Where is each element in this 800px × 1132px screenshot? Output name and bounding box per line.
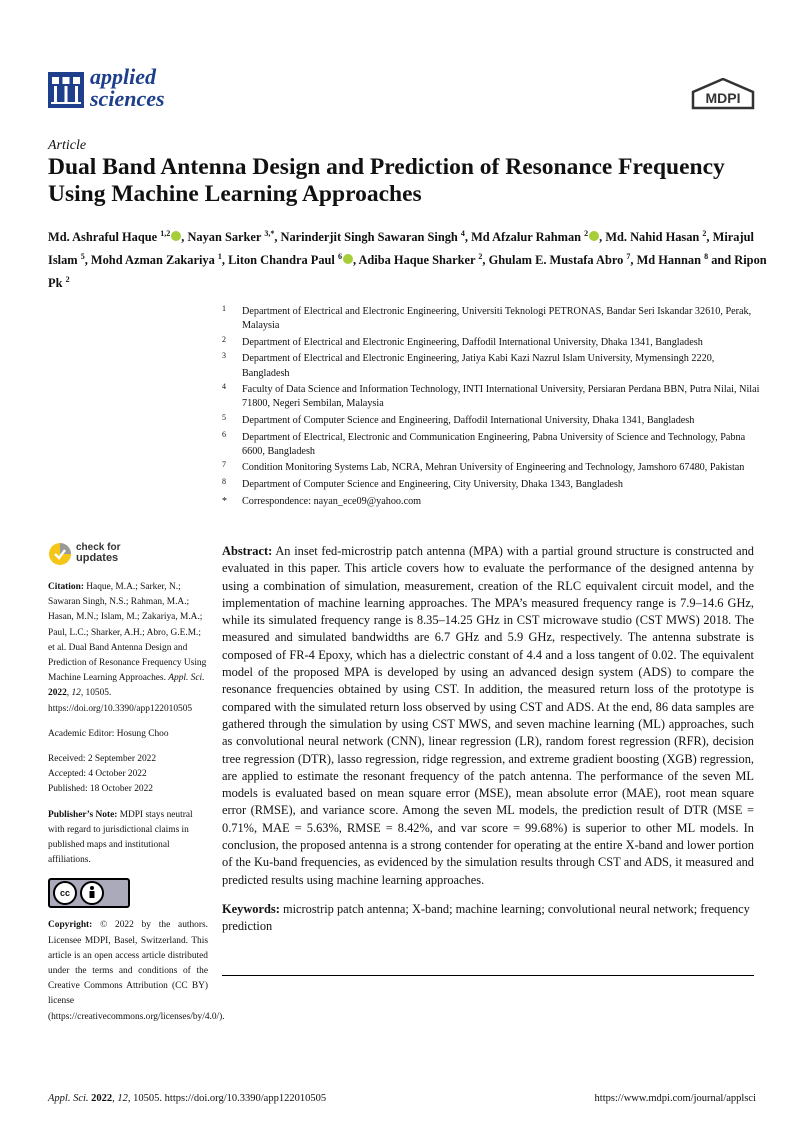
author-separator: and: [708, 253, 735, 268]
copyright-label: Copyright:: [48, 920, 93, 931]
affiliation-item: [222, 431, 762, 459]
affiliation-item: [222, 414, 762, 428]
author-separator: ,: [599, 230, 606, 245]
main-content: [222, 543, 754, 948]
affiliation-text: Department of Computer Science and Engineering, Daffodil International University, Dhaka 1341, Bangladesh: [242, 414, 695, 426]
affiliation-number: 3: [222, 351, 226, 361]
attribution-icon: [80, 881, 104, 905]
publisher-logo: [690, 78, 756, 110]
author-name[interactable]: Ripon Pk $^2$: [48, 253, 767, 291]
footer-journal-url[interactable]: https://www.mdpi.com/journal/applsci: [594, 1093, 756, 1104]
orcid-icon[interactable]: [343, 254, 353, 264]
affiliation-number: 2: [222, 334, 226, 344]
affiliation-text: Department of Electrical and Electronic Engineering, Daffodil International University, Dhaka 1341, Bangladesh: [242, 336, 703, 348]
check-updates-icon: [48, 542, 72, 566]
author-separator: ,: [84, 253, 91, 268]
orcid-icon[interactable]: [589, 231, 599, 241]
author-separator: ,: [221, 253, 229, 268]
citation-journal: Appl. Sci.: [168, 673, 205, 684]
affiliation-number: 8: [222, 476, 226, 486]
footer-year: 2022: [91, 1093, 113, 1104]
publisher-note-label: Publisher’s Note:: [48, 809, 118, 820]
author-separator: ,: [464, 230, 472, 245]
journal-logo-icon: [48, 72, 84, 108]
author-name[interactable]: Mohd Azman Zakariya $^1$: [90, 252, 222, 268]
author-name[interactable]: Md Afzalur Rahman $^2$: [471, 230, 599, 244]
author-separator: ,: [706, 230, 713, 245]
copyright-text: © 2022 by the authors. Licensee MDPI, Basel, Switzerland. This article is an open access article distributed under the terms and conditions of the Creative Commons Attribution (CC BY) license (https://creativecommons.org/licenses/by/4.0/).: [48, 920, 225, 1022]
affiliation-number: 5: [222, 412, 226, 422]
article-type: Article: [48, 138, 87, 153]
affiliation-text: Condition Monitoring Systems Lab, NCRA, Mehran University of Engineering and Technology, Jamshoro 67480, Pakistan: [242, 462, 745, 474]
footer-journal: Appl. Sci.: [48, 1093, 89, 1104]
author-affiliation-ref: 4: [460, 229, 465, 238]
affiliations: [222, 305, 762, 511]
affiliation-item: [222, 336, 762, 350]
received-date: Received: 2 September 2022: [48, 754, 157, 765]
journal-name-line2: sciences: [90, 86, 165, 111]
cc-by-license-badge[interactable]: [48, 878, 130, 908]
author-list: [48, 224, 768, 293]
author-separator: ,: [352, 253, 359, 268]
author-affiliation-ref: 1: [217, 252, 222, 262]
affiliation-text: Faculty of Data Science and Information Technology, INTI International University, Persiaran Perdana BBN, Putra Nilai, Nilai 71800, Negeri Sembilan, Malaysia: [242, 384, 760, 410]
citation-year: 2022: [48, 688, 67, 699]
citation: Citation: Haque, M.A.; Sarker, N.; Sawaran Singh, N.S.; Rahman, M.A.; Hasan, M.N.; Islam, M.; Zakariya, M.A.; Paul, L.C.; Sharker, A.H.; Abro, G.E.M.; et al. Dual Band Antenna Design and Prediction of Resonance Frequency Using Machine Learning Approaches. Appl. Sci. 2022, 12, 10505. https://doi.org/10.3390/app122010505: [48, 582, 207, 714]
author-affiliation-ref: 2: [702, 229, 707, 238]
author-affiliation-ref: 7: [626, 252, 631, 262]
author-separator: ,: [181, 230, 188, 245]
author-name[interactable]: Liton Chandra Paul $^6$: [228, 253, 353, 267]
author-name[interactable]: Adiba Haque Sharker $^2$: [358, 252, 483, 268]
affiliation-text: Department of Electrical and Electronic Engineering, Jatiya Kabi Kazi Nazrul Islam University, Mymensingh 2220, Bangladesh: [242, 353, 715, 379]
affiliation-text: Department of Electrical, Electronic and Communication Engineering, Pabna University of Science and Technology, Pabna 6600, Bangladesh: [242, 431, 746, 457]
abstract: [222, 543, 754, 889]
sidebar: [48, 540, 225, 1035]
citation-doi[interactable]: https://doi.org/10.3390/app122010505: [48, 703, 193, 714]
author-name[interactable]: Nayan Sarker $^{3,*}$: [187, 229, 275, 245]
author-affiliation-ref: 2: [584, 229, 589, 238]
citation-volume: 12: [71, 688, 81, 699]
author-affiliation-ref: 8: [704, 252, 709, 262]
affiliation-number: 1: [222, 304, 226, 313]
author-affiliation-ref: 2: [65, 275, 70, 285]
page-title: Dual Band Antenna Design and Prediction of Resonance Frequency Using Machine Learning Approaches: [48, 154, 725, 207]
abstract-label: Abstract:: [222, 544, 273, 558]
keywords-label: Keywords:: [222, 901, 280, 916]
affiliation-text: Department of Electrical and Electronic Engineering, Universiti Teknologi PETRONAS, Bandar Seri Iskandar 32610, Perak, Malaysia: [242, 306, 752, 332]
abstract-text: An inset fed-microstrip patch antenna (MPA) with a partial ground structure is constructed and evaluated in this paper. This article covers how to evaluate the performance of the designed antenna by using a combination of simulation, measurement, creation of the RLC equivalent circuit model, and the implementation of machine learning approaches. The MPA’s measured frequency range is 7.9–14.6 GHz, while its simulated frequency range is 8.35–14.25 GHz in CST microwave studio (CST MWS) 2018. The measured and simulated bandwidths are 6.7 GHz and 5.9 GHz, respectively. The antenna substrate is composed of FR-4 Epoxy, which has a dielectric constant of 4.4 and a loss tangent of 0.02. The equivalent model of the proposed MPA is developed by using an advanced design system (ADS) to compare the resonance frequencies obtained by using CST. In addition, the measured return loss of the prototype is compared with the simulated return loss observed by using CST and ADS. At the end, 86 data samples are gathered through the simulation by using CST MWS, and seven machine learning (ML) approaches, such as convolutional neural network (CNN), linear regression (LR), random forest regression (RFR), decision tree regression (DTR), lasso regression, ridge regression, and extreme gradient boosting (XGB) regression, are applied to estimate the resonant frequency of the patch antenna. The performance of the seven ML models is evaluated based on mean square error (MSE), mean absolute error (MAE), root mean square error (RMSE), and variance score. Among the seven ML models, the prediction result of DTR (MSE = 0.71%, MAE = 5.63%, RMSE = 8.42%, and var score = 99.68%) is superior to other ML models. In conclusion, the proposed antenna is a strong contender for operating at the entire X-band and lower portion of the Ku-band frequencies, as evidenced by the simulation results through CST and ADS, it measured and predicted results using machine learning approaches.: [222, 544, 754, 887]
orcid-icon[interactable]: [171, 231, 181, 241]
publisher-name: MDPI: [705, 90, 741, 106]
citation-label: Citation:: [48, 582, 84, 592]
footer-volume: 12: [117, 1093, 128, 1104]
affiliation-number: *: [222, 495, 227, 507]
author-name[interactable]: Md. Nahid Hasan $^2$: [605, 229, 707, 245]
affiliation-item: [222, 383, 762, 411]
publisher-note: [48, 808, 208, 869]
check-updates-line1: check for: [76, 542, 121, 553]
journal-name-line1: applied: [90, 64, 156, 89]
author-name[interactable]: Md Hannan $^8$: [636, 252, 709, 268]
author-name[interactable]: Md. Ashraful Haque $^{1,2}$: [48, 230, 181, 244]
publisher-note-text: MDPI stays neutral with regard to jurisdictional claims in published maps and institutional affiliations.: [48, 809, 193, 866]
affiliation-item: [222, 461, 762, 475]
author-affiliation-ref: 6: [337, 252, 342, 262]
author-affiliation-ref: 1,2: [160, 229, 171, 238]
page-footer: [48, 1093, 756, 1104]
footer-citation: Appl. Sci. 2022, 12, 10505. https://doi.org/10.3390/app122010505: [48, 1093, 327, 1104]
keywords-text: microstrip patch antenna; X-band; machine learning; convolutional neural network; frequency prediction: [222, 901, 750, 934]
author-separator: ,: [630, 253, 637, 268]
affiliation-number: 7: [222, 460, 226, 470]
author-name[interactable]: Mirajul Islam $^5$: [48, 230, 754, 268]
check-updates-line2: updates: [76, 552, 119, 564]
keywords: [222, 901, 754, 936]
journal-name: [90, 66, 165, 110]
cc-icon: cc: [53, 881, 77, 905]
citation-text: Haque, M.A.; Sarker, N.; Sawaran Singh, N.S.; Rahman, M.A.; Hasan, M.N.; Islam, M.; Zakariya, M.A.; Paul, L.C.; Sharker, A.H.; Abro, G.E.M.; et al. Dual Band Antenna Design and Prediction of Resonance Frequency Using Machine Learning Approaches.: [48, 582, 207, 684]
author-affiliation-ref: 2: [478, 252, 483, 262]
author-affiliation-ref: 3,*: [264, 229, 275, 238]
academic-editor: Academic Editor: Hosung Choo: [48, 728, 169, 739]
check-for-updates[interactable]: [48, 540, 208, 576]
footer-doi[interactable]: , 10505. https://doi.org/10.3390/app122010505: [127, 1093, 327, 1104]
author-affiliation-ref: 5: [80, 252, 85, 262]
author-name[interactable]: Ghulam E. Mustafa Abro $^7$: [488, 252, 631, 268]
accepted-date: Accepted: 4 October 2022: [48, 769, 147, 780]
author-separator: ,: [482, 253, 489, 268]
section-divider: [222, 975, 754, 976]
affiliation-item: [222, 352, 762, 380]
affiliation-item: [222, 305, 762, 333]
affiliation-number: 6: [222, 429, 226, 439]
published-date: Published: 18 October 2022: [48, 784, 153, 795]
author-separator: ,: [274, 230, 281, 245]
author-name[interactable]: Narinderjit Singh Sawaran Singh $^4$: [280, 229, 465, 245]
affiliation-number: 4: [222, 382, 226, 392]
copyright: [48, 918, 225, 1024]
affiliation-item: [222, 495, 762, 509]
affiliation-text: Department of Computer Science and Engineering, City University, Dhaka 1343, Bangladesh: [242, 478, 623, 490]
citation-pages: 10505.: [85, 688, 112, 699]
affiliation-item: [222, 478, 762, 492]
affiliation-text: Correspondence: nayan_ece09@yahoo.com: [242, 495, 422, 507]
journal-logo: [48, 64, 198, 116]
